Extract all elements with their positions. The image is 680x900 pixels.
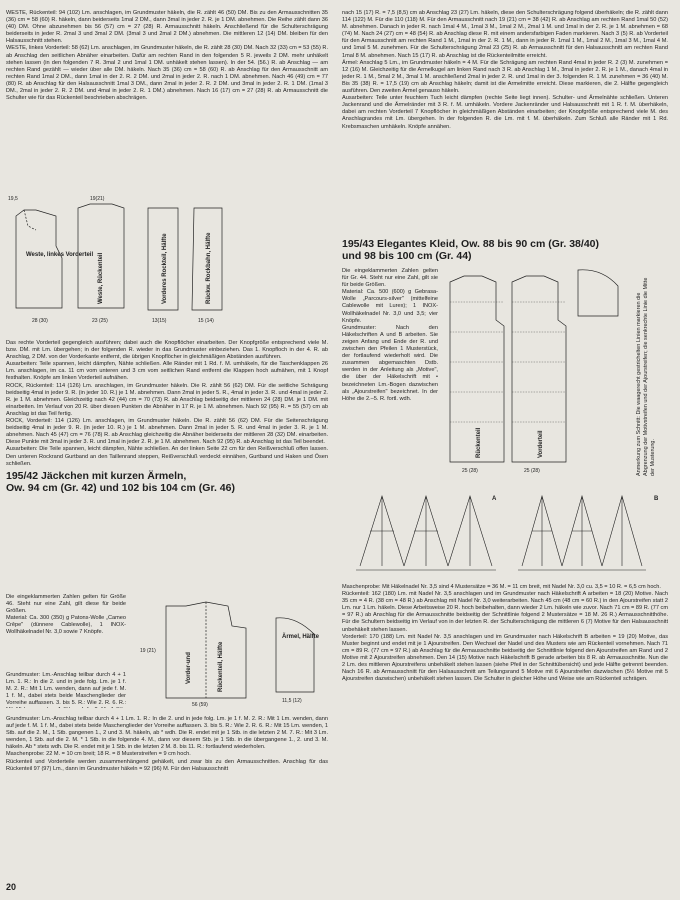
jacket-cont-text: nach 15 (17) R. = 7,5 (8,5) cm ab Anschlag 23 (27) Lm. häkeln, diese den Schulterschrägung folgend überhäkeln; die R. zählt dann 114 (122) M. Für die 110 (118) M. Für den Armausschnitt nach 19 (21) cm = 38 (42) R. ab Anschlag am rechten Rand 1mal 50 (52) M. abnehmen. Danach in jeder R. nach 1mal 4 M., 1mal 3 M., 1mal 2 M., 2mal 1 M. und 1mal in der 2. R. je 1 M. abnehmen = 68 (74) M. Nach 24 (27) cm = 48 (54) R. ab Anschlag diese R. mit einem andersfarbigen Faden markieren. Nach 3 (5) R. ab Vorderteil für den Armausschnitt am rechten Rand 1 M., 1mal in der 2. R. 1 M., dann in jeder R. 1mal 1 M., 1mal 2 M., 1mal 3 M., 1mal 4 M. und 1mal 5 M. zunehmen. Für die Schulterschrägung 2mal 23 (25) R. ab Armausschnitt für den Halsausschnitt am rechten Rand 1mal 8 M. abnehmen. Nach 15 (17) R. ab Anschlag ist die Rückenteilmitte erreicht. (342, 10, 668, 59)
dress-back-text: Rückenteil: 162 (180) Lm. mit Nadel Nr. 3,5 anschlagen und im Grundmuster nach Häkelschrift A arbeiten = 18 (20) Motive. Nach 35 cm = 4 R. (38 cm = 48 R.) ab Anschlag mit Nadel Nr. 3,0 weiterarbeiten. Nach 45 cm (48 cm = 60 R.) in den Ajourstreifen statt 2 Lm. nur 1 Lm. häkeln. Diese Arbeitsweise 20 R. hoch beibehalten, dann wieder 2 Lm. häkeln wie zuvor. Nach 71 cm = 89 R. (77 cm = 97 R.) ab Anschlag für die Armausschnitte beidseitig der Schnittlinie folgend 2 Mustersätze = 18 M. 26 R.) Armausschnitthöhe. Für die Schultern beidseitig im Verlauf von in der letzten R. der Schulterschrägung die mittleren 6 (7) Motive für den Halsausschnitt unbehäkelt stehen lassen. (342, 591, 668, 633)
jacket-height-label: 19 (21) (140, 648, 156, 654)
jacket-pattern-text: Grundmuster: Lm.-Anschlag teilbar durch 4 + 1 Lm. 1. R.: In die 2. und in jede folg. Lm. je 1 f. M. 2. R.: Mit 1 Lm. wenden, dann auf jede f. M. 1 f. M., dabei stets beide Maschenglieder der Vorreihe auffassen. 3. bis 5. R.: Wie 2. R. 6. R.: Mit 15 Lm. wenden, 1 Stb. auf die 2. M., 1 Stb. gangenen 1., 2 und 3. M. häkeln, ab * wdh. Die R. endet mit je 1 Stb. in die letzten 2 M. 7. R.: Mit 3 Lm. wenden, 1 Stb. auf die 2. M. * 1 Stb. in die folgende 4. M., dann vor diesem Stb. je 1 Stb. in die übergangene 1., 2. und 3. M. häkeln. Ab * stets wdh. Die R. endet mit je 1 Stb. in die letzten 2 M. 8. bis 11. R.: fortlaufend wiederholen. (6, 716, 328, 751)
dress-front-text: Vorderteil: 170 (188) Lm. mit Nadel Nr. 3,5 anschlagen und im Grundmuster nach Häkelschrift B arbeiten = 19 (20) Motive, das Muster beginnt und endet mit je 1 Ajourstreifen. Den Wechsel der Nadel und des Musters wie am Rückenteil vornehmen. Nach 71 cm = 89 R. (77 cm = 97 R.) ab Anschlag für die Armausschnitte beidseitig der Schnittlinie folgend den Ajourstreifen am Rand und 2 Motive mit 2 Ajourstreifen abnehmen. Den 14 (15) Motive nach Häkelschrift B gerade arbeiten bis 8 R. ab Armausschnitte. Nun die 2 Lm. des mittleren Ajourstreifens unbehäkelt stehen lassen (siehe Pfeil in der Schnittübersicht) und jede Hälfte getrennt beenden. Nach 16 R. ab Armausschnitt für den Halsausschnitt am Teilungsrand 5 Motive mit 6 Ajourstreifen dazwischen (5½ Motive mit 5 Ajourstreifen dazwischen) unbehäkelt stehen lassen. Die Schulter in gleicher Höhe und Weise wie am Rückenteil schrägen. (342, 633, 668, 683)
rock-front-text: ROCK, Vorderteil: 114 (126) Lm. anschlagen, im Grundmuster häkeln. Die R. zählt 56 (62) DM. Für die Seitenschrägung beidseitig 4mal in jeder 9. R. (in jeder 10. R.) je 1 M. abnehmen. Dann 2mal in jeder 5. R. und 4mal in jeder 3. R. je 1 M. abnehmen. Nach 45 (47) cm = 76 (78) R. ab Anschlag gleichzeitig die Abnäher beiderseits der mittleren 28 (32) DM. einarbeiten. Diese Punkte mit 3mal in jeder 3. R. und 1mal in jeder 2. R. je 1 M. abnehmen. Nach 92 (95) R. ab Anschlag ist das Teil beendet. (6, 418, 328, 446)
rock-back-width-label: 15 (14) (198, 318, 214, 324)
right-column-top (342, 10, 668, 232)
weste-finishing-text: Ausarbeiten: Teile spannen, leicht dämpfen, Nähte schließen. Alle Ränder mit 1 Rd. f. M. umhäkeln, für die Taschenklappen 26 Lm. anschlagen, im ca. 11 cm vom unteren und 3 cm vom seitlichen Rand entfernt die Klappen hoch aufnähen, mit 1 Knopf festhalten. Knöpfe am linken Vorderteil aufnähen. (6, 361, 328, 382)
weste-back-width-top: 19(21) (90, 196, 105, 202)
weste-width-top: 19,5 (8, 196, 18, 202)
dress-heading: 195/43 Elegantes Kleid, Ow. 88 bis 90 cm (Gr. 38/40) und 98 bis 100 cm (Gr. 44) (342, 238, 599, 262)
dress-front-width: 25 (28) (524, 468, 540, 474)
left-column (6, 10, 328, 102)
weste-back-width-label: 23 (25) (92, 318, 108, 324)
chart-b-label: B (654, 496, 659, 502)
dress-intro (342, 268, 438, 470)
jacket-material-text: Material: Ca. 300 (350) g Patons-Wolle „Cameo Crêpe" (dünnere Cablewolle), 1 INOX-Wollhäkelnadel Nr. 3,0 sowie 7 Knöpfe. (6, 615, 126, 636)
chart-a-label: A (492, 496, 497, 502)
dress-front-label: Vorderteil (538, 430, 544, 458)
dress-material-text: Material: Ca. 500 (600) g Gebrasa-Wolle „Parcours-silver" (mittelfeine Cablewolle mit Lurex); 1 INOX-Wollhäkelnadel Nr. 3,0 und 3,5; vier Knöpfe. (342, 289, 438, 324)
crochet-charts (342, 486, 668, 576)
weste-front-text: WESTE, linkes Vorderteil: 58 (62) Lm. anschlagen, im Grundmuster häkeln, die R. zählt 28 (30) DM. Nach 32 (33) cm = 53 (55) R. ab Anschlag den seitlichen Abnäher einarbeiten. Dafür am rechten Rand in den folgenden 5 R. jeweils 2 DM. mehr unhäkelt stehen lassen (in den folgenden 7 R. 3mal 2 und 1mal 1 DM. unhäkelt stehen lassen). In der 54. (56.) R. ab Anschlag — am rechten Rand gezählt — wieder über alle DM. häkeln. Nach 35 (36) cm = 58 (60) R. ab Anschlag für den Armausschnitt am rechten Rand 1mal 2 DM., dann 1mal in der 2. R. 2 DM. und 2mal in jeder 2. R. nach 1 DM. abnehmen. Nach 46 (49) cm = 77 (80) R. ab Anschlag für den Halsausschnitt 1mal 3 DM., dann 2mal in jeder 2. R. 2 DM. und 3mal in jeder 2. R. 1 DM. (1mal 3 DM., 2mal in jeder 2. R. 2 DM. und 4mal in jeder 2. R. 1 DM.) abnehmen. Nach 16 (17) cm = 27 (28) R. ab Armausschnitt die Schulter wie für das Rückenteil beschrieben abschrägen. (6, 45, 328, 102)
jacket-heading: 195/42 Jäckchen mit kurzen Ärmeln, Ow. 94 cm (Gr. 42) und 102 bis 104 cm (Gr. 46) (6, 469, 235, 494)
dress-pattern-diagram (442, 262, 632, 478)
weste-pattern-diagrams (6, 186, 328, 334)
right-front-text: Das rechte Vorderteil gegengleich ausführen; dabei auch die Knopflöcher einarbeiten. Der Knopfgröße entsprechend viele M. bzw. DM. mit Lm. übergehen; in der folgenden R. wieder in das Grundmuster einbeziehen. Das 1. Knopfloch in der 4. R. ab Anschlag, 2 DM. von der Vorderkante entfernt, die übrigen Knopflöcher in gleichmäßigen Abständen ausführen. (6, 340, 328, 361)
weste-front-label: Weste, linkes Vorderteil (26, 252, 94, 258)
sleeve-label: Ärmel, Hälfte (282, 634, 320, 640)
sleeve-text: Ärmel: Anschlag 5 Lm., im Grundmuster häkeln = 4 M. Für die Schrägung am rechten Rand 4mal in jeder R. 2 (3) M. zunehmen = 12 (16) M. Gleichzeitig für die Armelkugel am linken Rand nach 3 R. ab Anschlag 1 M., 3mal in jeder 2. R. je 1 M., danach 4mal in jeder R. 1 M., 5mal 2 M., 3mal 1 M. anschließend 2mal in jeder 2. R. und 1mal in der 3. folgenden R. 1 M. zunehmen = 36 (40) M. Bis 35 (38) R. = 17,5 (19) cm ab Anschlag häkeln; damit ist die Armelmitte erreicht. Diese markieren, die 2. Hälfte gegengleich ausführen. Den zweiten Ärmel genauso häkeln. (342, 59, 668, 95)
rock-front-width-label: 13(15) (152, 318, 167, 324)
weste-back-text: WESTE, Rückenteil: 94 (102) Lm. anschlagen, im Grundmuster häkeln, die R. zählt 46 (50) DM. Bis zu den Armausschnitten 35 (36) cm = 58 (60) R. häkeln, dann beiderseits 1mal 2 DM., dann 3mal in jeder 2. R. je 1 DM. abnehmen. Die Reihe zählt dann 36 (40) DM. Ohne abzunehmen bis 56 (57) cm = 27 (28) R. Armausschnitt häkeln. Anschließend für die Schulterschrägung beiderseits in jeder R. 2mal 3 und 3mal 2 DM. (3mal 3 und 2mal 2 DM.) abnehmen. Die mittleren 12 (14) DM. bleiben für den Halsausschnitt stehen. (6, 10, 328, 45)
jacket-intro (6, 594, 126, 637)
rock-back-text: ROCK, Rückenteil: 114 (126) Lm. anschlagen, im Grundmuster häkeln. Die R. zählt 56 (62) DM. Für die seitliche Schrägung beidseitig 4mal in jeder 9. R. (in jeder 10. R.) je 1 M. abnehmen. Dann 2mal in jeder 5. R., 4mal in jeder 3. R. und 4mal in jeder 2. R. je 1 M. abnehmen. Gleichzeitig nach 42 (44) cm = 70 (73) R. ab Anschlag beidseitig der mittleren 24 (28) DM. je 1 DM. mit einarbeiten. Im Verlauf von 20 R. über diesen Punkten die Abnäher in 17 R. je 1 M. abnehmen. Nach 92 (95) R. = 55 (57) cm ab Anschlag ist das Teil fertig. (6, 382, 328, 417)
left-column-bottom (6, 716, 328, 878)
rock-front-label: Vorderes Rockteil, Hälfte (162, 233, 168, 304)
jacket-grundmuster-top (6, 672, 126, 708)
rock-back-label: Rückw. Rockbahn, Hälfte (206, 232, 212, 304)
page-number: 20 (6, 882, 17, 892)
dress-sizes-text: Die eingeklammerten Zahlen gelten für Gr. 44. Steht nur eine Zahl, gilt sie für beide Größen. (342, 268, 438, 289)
rock-finishing-text: Ausarbeiten: Die Teile spannen, leicht dämpfen, Nähte schließen. An der linken Seite 22 cm für den Reißverschluß offen lassen. Den unteren Rockrand Gurtband an den Taillenrand steppen, Reißverschluß verdeckt einnähen, Gurtband und Haken und Ösen schließen. (6, 446, 328, 467)
dress-back-width: 25 (28) (462, 468, 478, 474)
left-column-mid (6, 340, 328, 498)
jacket-pattern-diagram (136, 588, 328, 708)
sleeve-width-label: 11,5 (12) (282, 698, 302, 704)
jacket-back-label: Rückenteil, Hälfte (218, 641, 224, 692)
jacket-width-label: 56 (59) (192, 702, 208, 708)
jacket-sizes-text: Die eingeklammerten Zahlen gelten für Größe 46. Steht nur eine Zahl, gilt diese für beide Größen. (6, 594, 126, 615)
weste-back-label: Weste, Rückenteil (98, 252, 104, 304)
weste-width-label: 28 (30) (32, 318, 48, 324)
dress-gauge-text: Maschenprobe: Mit Häkelnadel Nr. 3,5 sind 4 Mustersätze = 36 M. = 11 cm breit, mit Nadel Nr. 3,0 cu. 3,5 = 10 R. = 6,5 cm hoch. (342, 584, 661, 590)
jacket-finishing-text: Ausarbeiten: Teile unter feuchtem Tuch leicht dämpfen (rechte Seite liegt innen). Schulter- und Ärmelnähte schließen. Unteren Jackenrand und die Ärmelränder mit 3 R. f. M. umhäkeln. Vordere Jackenränder und Halsausschnitt mit 1 R. f. M. überhäkeln, dabei am rechten Vorderteil 7 Knopflöcher in gleichmäßigen Abständen einarbeiten; der Knopfgröße entsprechend viele M. des Anschlagrandes mit Lm. übergehen. In der folgenden R. die Lm. mit f. M. überhäkeln. Zum Schluß alle Ränder mit 1 Rd. Krebsmaschen umhäkeln. Knöpfe annähen. (342, 95, 668, 130)
cut-note: Anmerkung zum Schnitt: Die waagerecht gestrichelten Linien markieren die Abgrenzung der Motivstreifen und der Ajourstreifen; die senkrechte Linie die Mitte der Musterung. (636, 277, 656, 476)
jacket-back-text: Rückenteil und Vorderteile werden zusammenhängend gehäkelt, und zwar bis zu den Armausschnitten. Anschlag für das Rückenteil 97 (97) Lm., dann im Grundmuster häkeln = 92 (96) M. Für den Halsausschnitt (6, 758, 328, 772)
jacket-gauge-text: Maschenprobe: 22 M. = 10 cm breit; 18 R. = 8 Musterstreifen = 9 cm hoch. (6, 751, 191, 758)
dress-pattern-text: Grundmuster: Nach den Häkelschriften A und B arbeiten. Sie zeigen Anfang und Ende der R. und zwischen den Pfeilen 1 Musterstück, der fortlaufend wiederholt wird. Die zusammen abgemaschten Dstb. werden in der Anleitung als „Motive", die über der Häkelschrift mit • bezeichneten Lm.-Bogen dazwischen als „Ajourstreifen" bezeichnet. In der Höhe die 2.–5. R. fortl. wdh. (342, 324, 438, 402)
jacket-pattern-intro: Grundmuster: Lm.-Anschlag teilbar durch 4 + 1 Lm. 1. R.: In die 2. und in jede folg. Lm. je 1 f. M. 2. R.: Mit 1 Lm. wenden, dann auf jede f. M. 1 f. M., dabei stets beide Maschenglieder der Vorreihe auffassen. 3. bis 5. R.: Wie 2. R. 6. R.: (6, 672, 126, 707)
jacket-front-label: Vorder-und (186, 652, 192, 684)
dress-back-label: Rückenteil (476, 427, 482, 458)
right-column-bottom (342, 584, 668, 880)
